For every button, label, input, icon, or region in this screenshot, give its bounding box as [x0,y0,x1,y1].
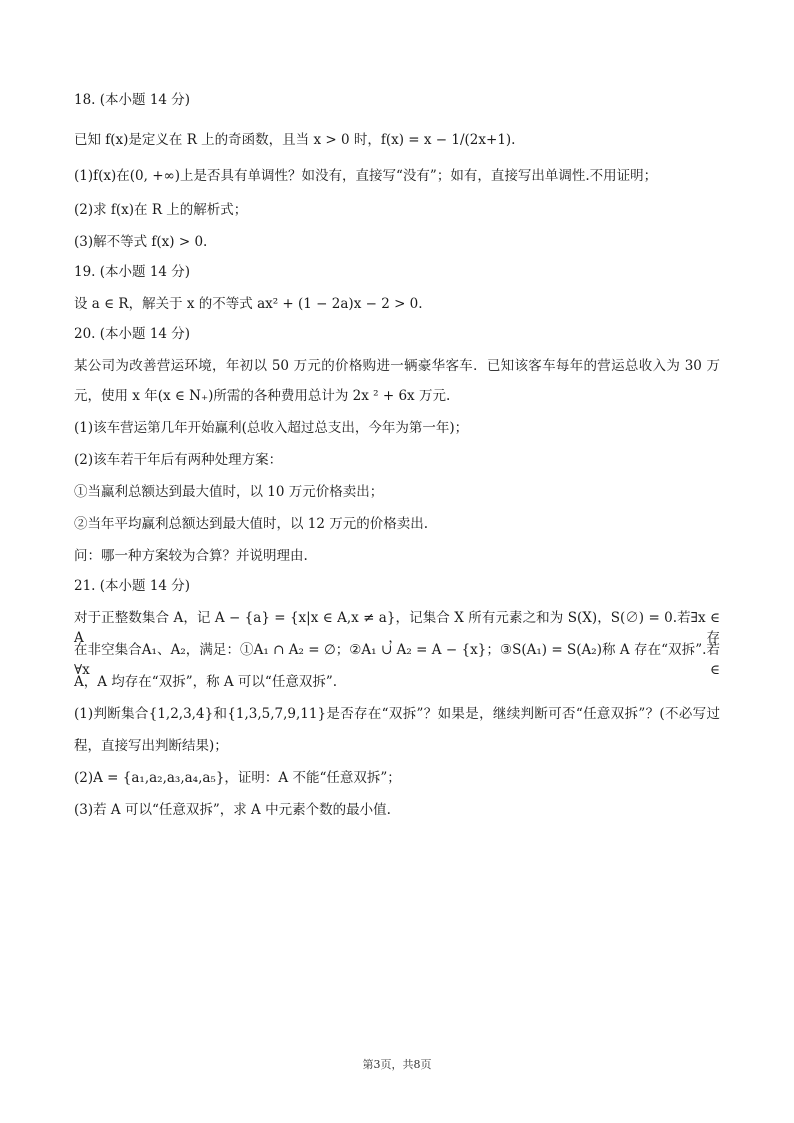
q20-ask: 问：哪一种方案较为合算？并说明理由. [74,548,308,564]
q21-p1b: 程，直接写出判断结果)； [74,738,228,754]
q18-p2: (2)求 f(x)在 R 上的解析式； [74,202,248,218]
q20-stem1: 某公司为改善营运环境，年初以 50 万元的价格购进一辆豪华客车．已知该客车每年的营运总收入为 30 万 [74,358,720,374]
q20-head: 20. (本小题 14 分) [74,326,191,342]
page-footer: 第3页，共8页 [362,1058,432,1071]
q19-stem: 设 a ∈ R，解关于 x 的不等式 ax² + (1 − 2a)x − 2 > 0. [74,296,423,312]
q20-opt1: ①当赢利总额达到最大值时，以 10 万元价格卖出； [74,484,384,500]
q20-opt2: ②当年平均赢利总额达到最大值时，以 12 万元的价格卖出. [74,516,429,532]
q21-stem1: 对于正整数集合 A，记 A − {a} = {x|x ∈ A,x ≠ a}，记集合 X 所有元素之和为 S(X)，S(∅) = 0.若∃x ∈ A，存 [74,610,720,646]
q21-p2: (2)A = {a₁,a₂,a₃,a₄,a₅}，证明：A 不能“任意双拆”； [74,770,401,786]
q20-p2: (2)该车若干年后有两种处理方案： [74,452,283,468]
q18-p3: (3)解不等式 f(x) > 0. [74,234,208,250]
q21-stem3: A，A 均存在“双拆”，称 A 可以“任意双拆”. [74,674,338,690]
q21-stem2: 在非空集合A₁、A₂，满足：①A₁ ∩ A₂ = ∅；②A₁ ∪ A₂ = A − {x}；③S(A₁) = S(A₂)称 A 存在“双拆”.若∀x ∈ [74,642,720,678]
q21-p3: (3)若 A 可以“任意双拆”，求 A 中元素个数的最小值. [74,802,391,818]
q19-head: 19. (本小题 14 分) [74,264,191,280]
q18-p1: (1)f(x)在(0, +∞)上是否具有单调性？如没有，直接写“没有”；如有，直接写出单调性.不用证明； [74,168,658,184]
q18-head: 18. (本小题 14 分) [74,92,191,108]
q21-p1a: (1)判断集合{1,2,3,4}和{1,3,5,7,9,11}是否存在“双拆”？如果是，继续判断可否“任意双拆”？(不必写过 [74,706,720,722]
q20-stem2: 元，使用 x 年(x ∈ N₊)所需的各种费用总计为 2x ² + 6x 万元. [74,388,451,404]
q18-stem: 已知 f(x)是定义在 R 上的奇函数，且当 x > 0 时，f(x) = x − 1/(2x+1). [74,132,516,148]
q21-head: 21. (本小题 14 分) [74,578,191,594]
q20-p1: (1)该车营运第几年开始赢利(总收入超过总支出，今年为第一年)； [74,420,469,436]
